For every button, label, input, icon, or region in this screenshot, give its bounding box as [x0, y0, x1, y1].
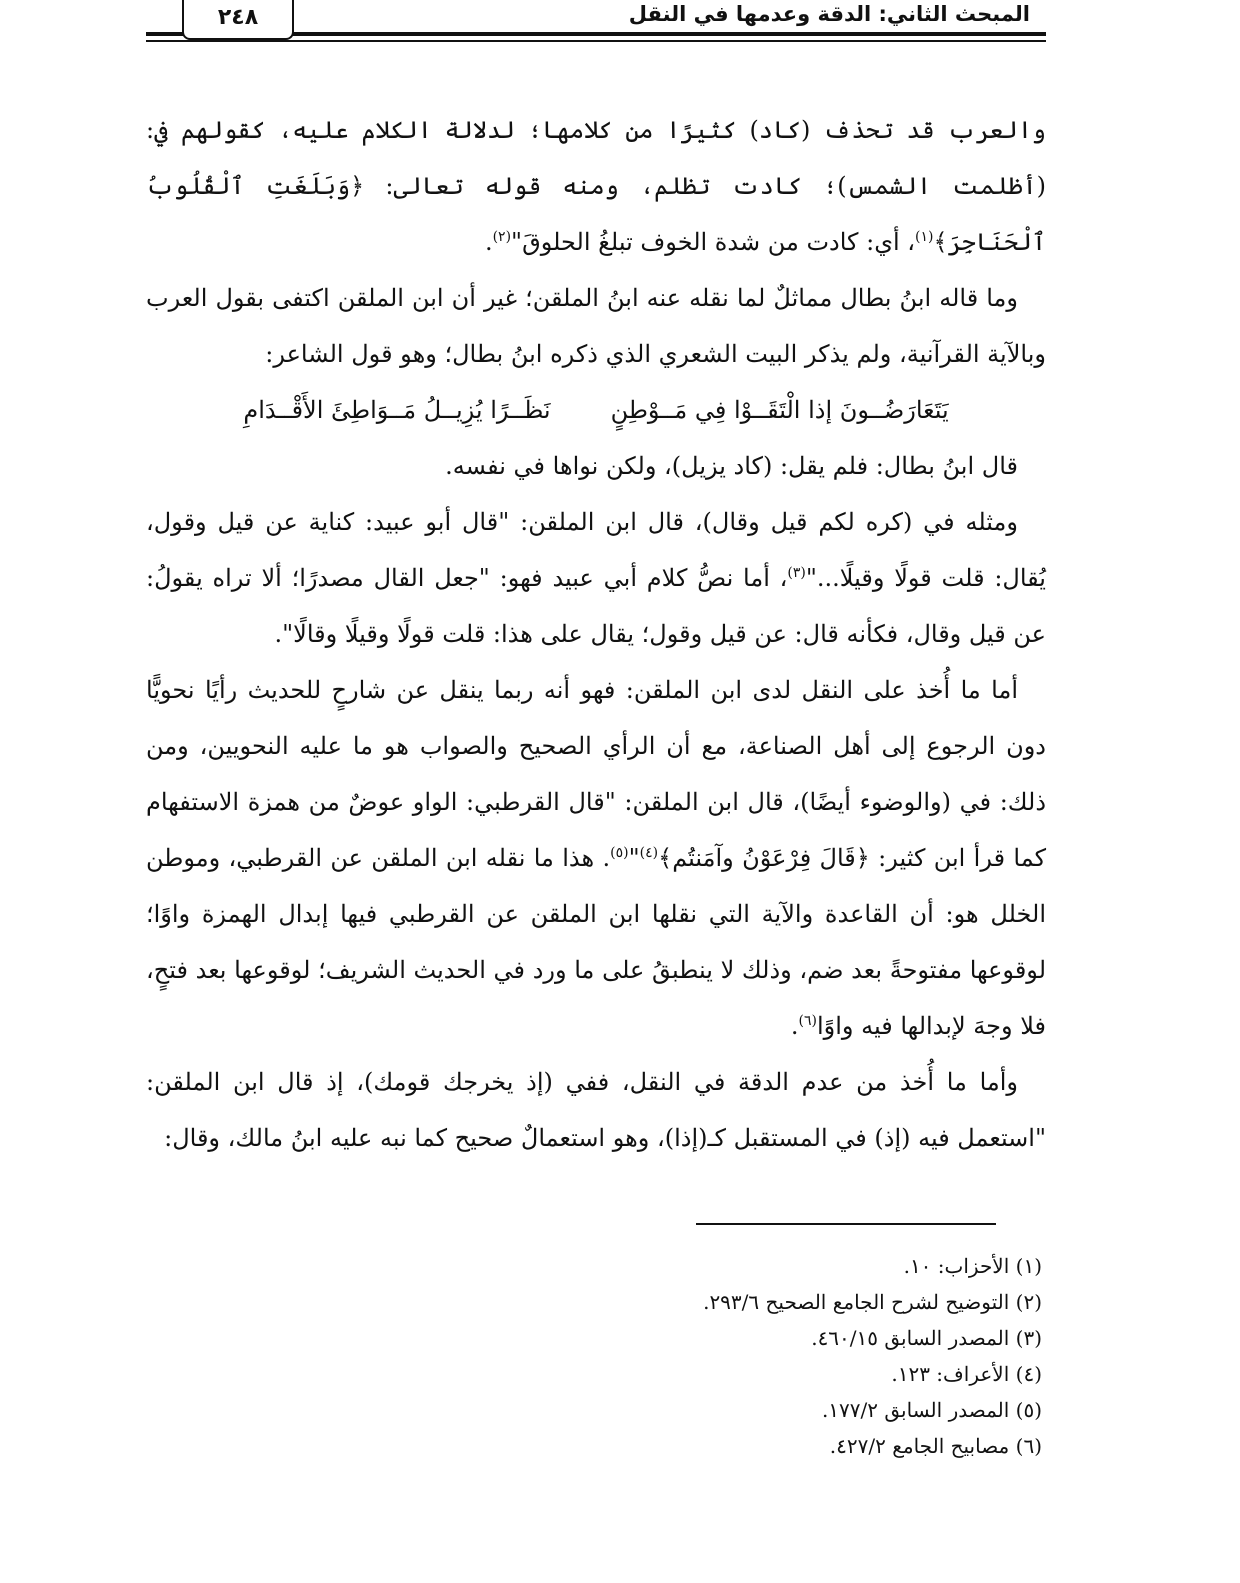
paragraph-2: وما قاله ابنُ بطال مماثلٌ لما نقله عنه ابنُ الملقن؛ غير أن ابن الملقن اكتفى بقول العرب وبالآية القرآنية، ولم يذكر البيت الشعري الذي ذكره ابنُ بطال؛ وهو قول الشاعر:	[146, 284, 1046, 368]
footnote-2: (٢) التوضيح لشرح الجامع الصحيح ٢٩٣/٦.	[703, 1290, 1042, 1314]
verse-second-hemistich: نَظَــرًا يُزِيــلُ مَــوَاطِئَ الأَقْــدَامِ	[243, 396, 551, 424]
footnote-ref-3[interactable]: (٣)	[787, 565, 806, 581]
footnote-separator	[696, 1223, 996, 1225]
paragraph-3: قال ابنُ بطال: فلم يقل: (كاد يزيل)، ولكن نواها في نفسه.	[445, 452, 1018, 480]
quran-verse: ﴿وَبَلَغَتِ ٱلْقُلُوبُ ٱلْحَنَاجِرَ﴾	[146, 172, 1046, 256]
text-run: .	[790, 1012, 799, 1040]
paragraph-4	[146, 494, 1046, 662]
footnote-6: (٦) مصابيح الجامع ٤٢٧/٢.	[829, 1434, 1042, 1458]
text-run: والعرب قد تحذف (كاد) كثيرًا من كلامها؛ لدلالة الكلام عليه، كقولهم في: (أظلمت الشمس)؛ كادت تظلم، ومنه قوله تعالى:	[146, 116, 1046, 200]
quran-verse: ﴿قَالَ فِرْعَوْنُ وآمَنتُم﴾	[658, 844, 870, 872]
text-run: "	[628, 844, 640, 872]
footnote-ref-2[interactable]: (٢)	[492, 229, 512, 245]
footnote-3: (٣) المصدر السابق ٤٦٠/١٥.	[811, 1326, 1042, 1350]
header-rule-thin	[146, 40, 1046, 42]
footnote-ref-1[interactable]: (١)	[915, 229, 934, 245]
text-run: أما ما أُخذ على النقل لدى ابن الملقن: فهو أنه ربما ينقل عن شارحٍ للحديث رأيًا نحويًّا دون الرجوع إلى أهل الصناعة، مع أن الرأي الصحيح والصواب هو ما عليه النحويين، ومن ذلك: في (والوضوء أيضًا)، قال ابن الملقن: "قال القرطبي: الواو عوضٌ من همزة الاستفهام كما قرأ ابن كثير:	[146, 676, 1046, 872]
footnote-1: (١) الأحزاب: ١٠.	[903, 1254, 1042, 1278]
text-run: .	[484, 228, 493, 256]
text-run: . هذا ما نقله ابن الملقن عن القرطبي، وموطن الخلل هو: أن القاعدة والآية التي نقلها ابن الملقن عن القرطبي فيها إبدال الهمزة واوًا؛ لوقوعها مفتوحةً بعد ضم، وذلك لا ينطبقُ على ما ورد في الحديث الشريف؛ لوقوعها بعد فتحٍ، فلا وجهَ لإبدالها فيه واوًا	[146, 844, 1047, 1040]
footnote-5: (٥) المصدر السابق ١٧٧/٢.	[821, 1398, 1042, 1422]
verse-first-hemistich: يَتَعَارَضُــونَ إذا الْتَقَــوْا فِي مَــوْطِنٍ	[610, 396, 949, 424]
paragraph-1	[146, 102, 1046, 270]
text-run: ومثله في (كره لكم قيل وقال)، قال ابن الملقن: "قال أبو عبيد: كناية عن قيل وقول، يُقال: قلت قولًا وقيلًا..."	[146, 508, 1046, 592]
footnote-ref-5[interactable]: (٥)	[610, 845, 629, 861]
footnotes	[342, 1248, 1042, 1464]
paragraph-6: وأما ما أُخذ من عدم الدقة في النقل، ففي (إذ يخرجك قومك)، إذ قال ابن الملقن: "استعمل فيه (إذ) في المستقبل كـ(إذا)، وهو استعمالٌ صحيح كما نبه عليه ابنُ مالك، وقال:	[146, 1068, 1046, 1152]
poetry-verse	[146, 382, 1046, 438]
main-text	[146, 102, 1046, 1166]
text-run: ، أما نصُّ كلام أبي عبيد فهو: "جعل القال مصدرًا؛ ألا تراه يقولُ: عن قيل وقال، فكأنه قال: عن قيل وقول؛ يقال على هذا: قلت قولًا وقيلًا وقالًا".	[146, 564, 1046, 648]
footnote-4: (٤) الأعراف: ١٢٣.	[891, 1362, 1042, 1386]
paragraph-5	[146, 662, 1046, 1054]
page-number: ٢٤٨	[182, 0, 294, 40]
running-header-title: المبحث الثاني: الدقة وعدمها في النقل	[628, 2, 1030, 26]
text-run: ، أي: كادت من شدة الخوف تبلغُ الحلوقَ"	[511, 228, 916, 256]
footnote-ref-6[interactable]: (٦)	[798, 1013, 817, 1029]
footnote-ref-4[interactable]: (٤)	[639, 845, 659, 861]
